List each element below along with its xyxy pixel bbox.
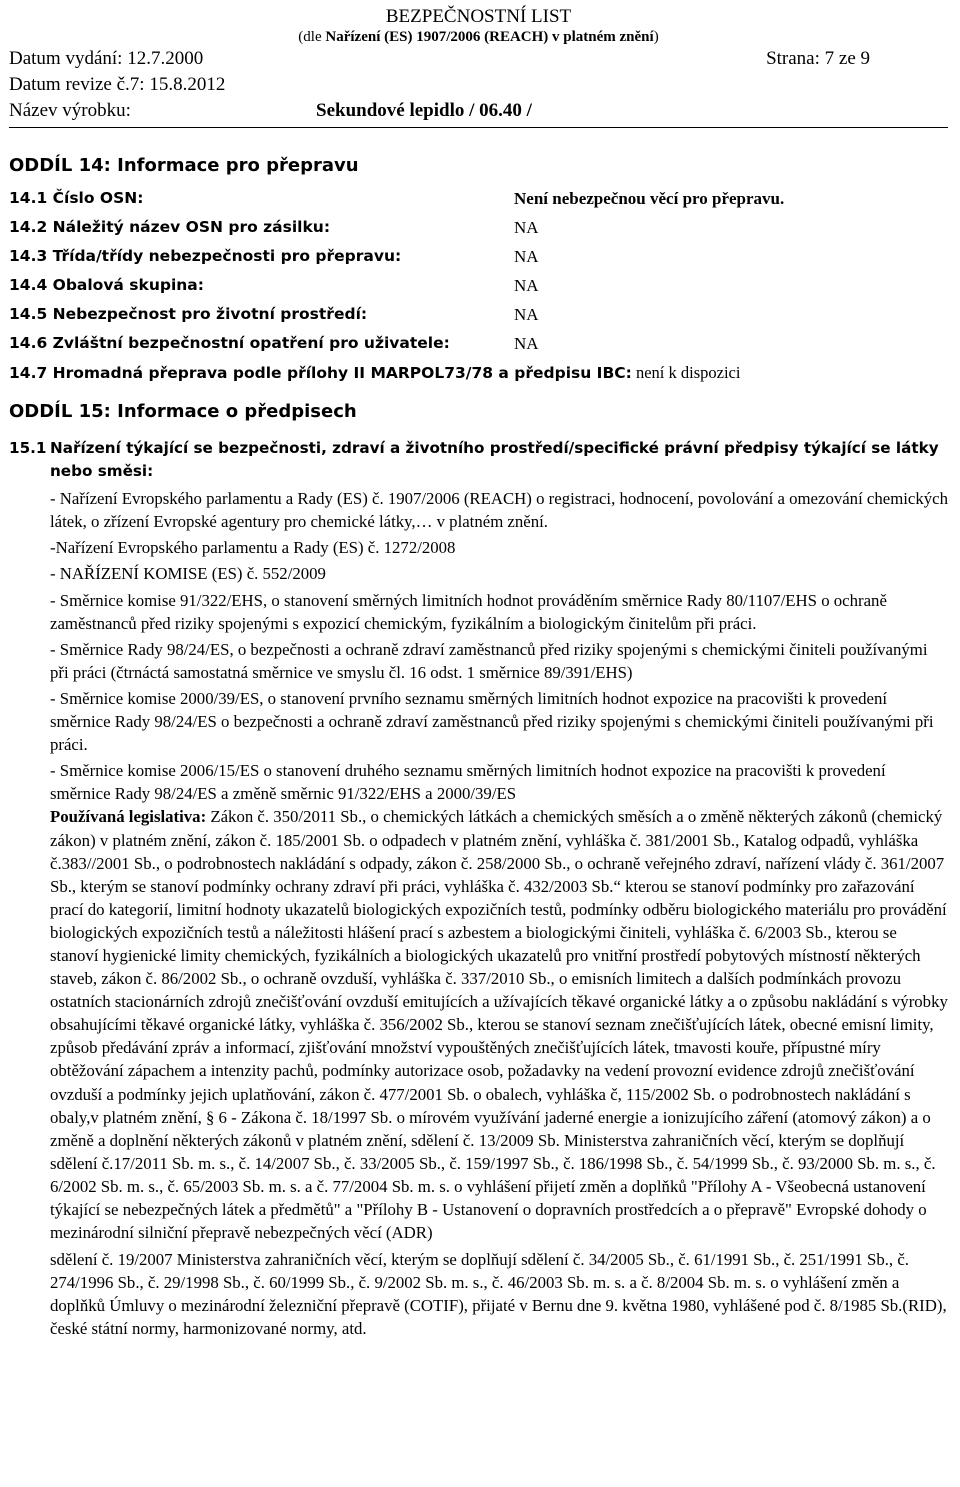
row-key: 14.6 Zvláštní bezpečnostní opatření pro uživatele: [9,334,450,352]
row-key: 14.5 Nebezpečnost pro životní prostředí: [9,305,368,323]
row-packing-group [9,271,949,300]
row-un-number [9,184,949,213]
issue-date: Datum vydání: 12.7.2000 [9,48,204,69]
header-divider [9,127,948,128]
row-shipping-name [9,213,949,242]
subtitle-prefix: (dle [298,29,326,45]
row-value: Není nebezpečnou věcí pro přepravu. [514,189,785,208]
product-name: Sekundové lepidlo / 06.40 / [316,100,532,121]
section-15-body [9,437,949,1344]
page-header [9,0,948,128]
document-subtitle [9,28,948,46]
row-value: NA [514,247,539,266]
row-key: 14.4 Obalová skupina: [9,276,204,294]
paragraph-text: - Směrnice komise 2006/15/ES o stanovení druhého seznamu směrných limitních hodnot expozice na pracovišti k provedení směrnice Rady 98/24/ES a změně směrnic 91/322/EHS a 2000/39/ES [50,761,886,804]
revision-date: Datum revize č.7: 15.8.2012 [9,74,226,95]
section-14-heading: ODDÍL 14: Informace pro přepravu [9,155,359,176]
row-hazard-class [9,242,949,271]
row-key: 14.2 Náležitý název OSN pro zásilku: [9,218,331,236]
row-value: NA [514,334,539,353]
paragraph-clp: -Nařízení Evropského parlamentu a Rady (ES) č. 1272/2008 [50,538,456,558]
row-marpol [9,358,949,387]
row-key: 14.7 Hromadná přeprava podle přílohy II MARPOL73/78 a předpisu IBC: [9,364,632,382]
subtitle-suffix: ) [653,29,659,45]
row-value: NA [514,276,539,295]
row-key: 14.1 Číslo OSN: [9,189,144,207]
section-15-heading: ODDÍL 15: Informace o předpisech [9,401,357,422]
paragraph-2006-15 [9,759,949,1244]
subsection-15-1 [9,437,949,483]
subtitle-regulation: Nařízení (ES) 1907/2006 (REACH) v platném znění [325,29,654,45]
row-key-wrap [9,358,740,388]
paragraph-98-24: - Směrnice Rady 98/24/ES, o bezpečnosti a ochraně zdraví zaměstnanců před riziky spojenými s chemickými činiteli používanými při práci (čtrnáctá samostatná směrnice ve smyslu čl. 16 odst. 1 směrnice 89/391/EHS) [50,639,928,682]
header-row-issue [9,46,948,72]
header-row-product [9,98,948,124]
paragraph-552-2009: - NAŘÍZENÍ KOMISE (ES) č. 552/2009 [50,564,326,584]
paragraph-reach: - Nařízení Evropského parlamentu a Rady (ES) č. 1907/2006 (REACH) o registraci, hodnocení, povolování a omezování chemických látek, o zřízení Evropské agentury pro chemické látky,… v platném znění. [50,489,949,532]
subsection-number: 15.1 [9,439,47,457]
row-key: 14.3 Třída/třídy nebezpečnosti pro přepravu: [9,247,402,265]
row-value: NA [514,218,539,237]
legislation-text: Zákon č. 350/2011 Sb., o chemických látkách a chemických směsích a o změně některých zákonů (chemický zákon) v platném znění, zákon č. 185/2001 Sb. o odpadech v platném znění, vyhláška č. 381/2001 Sb., Katalog odpadů, vyhláška č.383//2001 Sb., o podrobnostech nakládání s odpady, zákon č. 258/2000 Sb., o ochraně veřejného zdraví, nařízení vlády č. 361/2007 Sb., kterým se stanoví podmínky ochrany zdraví při práci, vyhláška č. 432/2003 Sb.“ kterou se stanoví podmínky pro zařazování prací do kategorií, limitní hodnoty ukazatelů biologických expozičních testů, podmínky odběru biologického materiálu pro provádění biologických expozičních testů a náležitosti hlášení prací s azbestem a biologickými činiteli, vyhláška č. 6/2003 Sb., kterou se stanoví hygienické limity chemických, fyzikálních a biologických ukazatelů pro vnitřní prostředí pobytových místností některých staveb, zákon č. 86/2002 Sb., o ochraně ovzduší, vyhláška č. 337/2010 Sb., o emisních limitech a dalších podmínkách provozu ostatních stacionárních zdrojů znečišťování ovzduší emitujících a užívajících těkavé organické látky a o způsobu nakládání s výrobky obsahujícími těkavé organické látky, vyhláška č. 356/2002 Sb., kterou se stanoví seznam znečišťujících látek, obecné emisní limity, způsob předávání zpráv a informací, zjišťování množství vypouštěných znečišťujících látek, tmavosti kouře, přípustné míry obtěžování zápachem a intenzity pachů, podmínky autorizace osob, požadavky na vedení provozní evidence zdrojů znečišťování ovzduší a podmínky jejich uplatňování, zákon č. 477/2001 Sb. o obalech, vyhláška č, 115/2002 Sb. o podrobnostech nakládání s obaly,v platném znění, § 6 - Zákona č. 18/1997 Sb. o mírovém využívání jaderné energie a ionizujícího záření (atomový zákon) a o změně a doplnění některých zákonů v platném znění, sdělení č. 13/2009 Sb. Ministerstva zahraničních věcí, kterým se doplňují sdělení č.17/2011 Sb. m. s., č. 14/2007 Sb., č. 33/2005 Sb., č. 159/1997 Sb., č. 186/1998 Sb., č. 54/1999 Sb., č. 93/2000 Sb. m. s., č. 6/2002 Sb. m. s., č. 65/2003 Sb. m. s. a č. 77/2004 Sb. m. s. o vyhlášení přijetí změn a doplňků "Přílohy A - Všeobecná ustanovení týkající se nebezpečných látek a předmětů" a "Přílohy B - Ustanovení o dopravních prostředcích a o přepravě" Evropské dohody o mezinárodní silniční přepravě nebezpečných věcí (ADR) [50,807,948,1243]
paragraph-91-322: - Směrnice komise 91/322/EHS, o stanovení směrných limitních hodnot prováděním směrnice Rady 80/1107/EHS o ochraně zaměstnanců před riziky spojenými s expozicí chemickým, fyzikálním a biologickým činitelům při práci. [50,590,887,633]
document-title: BEZPEČNOSTNÍ LIST [385,6,572,27]
transport-info-table [9,184,949,387]
header-row-revision [9,72,948,98]
page-number: Strana: 7 ze 9 [766,48,870,69]
paragraph-2000-39: - Směrnice komise 2000/39/ES, o stanovení prvního seznamu směrných limitních hodnot expozice na pracovišti k provedení směrnice Rady 98/24/ES o bezpečnosti a ochraně zdraví zaměstnanců před riziky spojenými s chemickými činiteli používanými při práci. [50,688,934,755]
row-environment [9,300,949,329]
row-value: není k dispozici [631,363,741,382]
paragraph-rid: sdělení č. 19/2007 Ministerstva zahraničních věcí, kterým se doplňují sdělení č. 34/2005 Sb., č. 61/1991 Sb., č. 251/1991 Sb., č. 274/1996 Sb., č. 29/1998 Sb., č. 60/1999 Sb., č. 9/2002 Sb. m. s., č. 46/2003 Sb. m. s. a č. 8/2004 Sb. m. s. o vyhlášení změn a doplňků Úmluvy o mezinárodní železniční přepravě (COTIF), přijaté v Bernu dne 9. května 1980, vyhlášené pod č. 8/1985 Sb.(RID), české státní normy, harmonizované normy, atd. [50,1250,947,1339]
row-value: NA [514,305,539,324]
legislation-label: Používaná legislativa: [50,807,207,827]
row-user-precautions [9,329,949,358]
subsection-title: Nařízení týkající se bezpečnosti, zdraví a životního prostředí/specifické právní předpisy týkající se látky nebo směsi: [50,439,939,481]
product-label: Název výrobku: [9,100,131,121]
